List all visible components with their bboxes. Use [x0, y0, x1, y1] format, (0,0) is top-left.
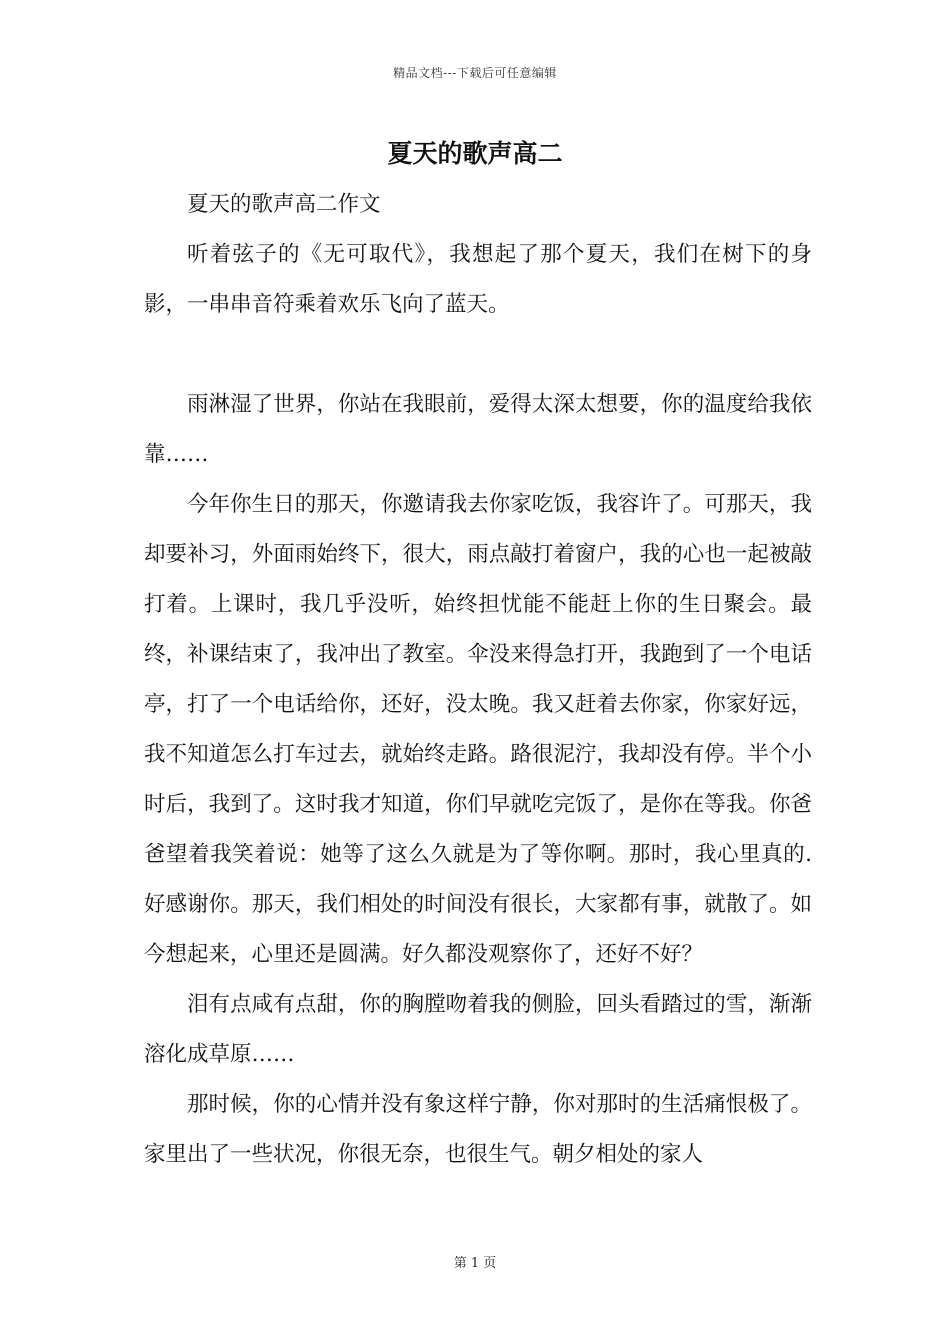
document-body: [144, 180, 812, 1180]
paragraph-subtitle: 夏天的歌声高二作文: [187, 192, 381, 217]
paragraph: 泪有点咸有点甜，你的胸膛吻着我的侧脸，回头看踏过的雪，渐渐溶化成草原……: [144, 992, 812, 1067]
paragraph: 听着弦子的《无可取代》，我想起了那个夏天，我们在树下的身影，一串串音符乘着欢乐飞向了蓝天。: [144, 242, 812, 317]
page-header: 精品文档---下载后可任意编辑: [393, 66, 557, 80]
page-number: 第 1 页: [453, 1256, 497, 1271]
document-title: 夏天的歌声高二: [387, 139, 563, 168]
paragraph: 雨淋湿了世界，你站在我眼前，爱得太深太想要，你的温度给我依靠……: [144, 392, 812, 467]
paragraph: 那时候，你的心情并没有象这样宁静，你对那时的生活痛恨极了。家里出了一些状况，你很无奈，也很生气。朝夕相处的家人: [144, 1092, 812, 1167]
paragraph: 今年你生日的那天，你邀请我去你家吃饭，我容许了。可那天，我却要补习，外面雨始终下，很大，雨点敲打着窗户，我的心也一起被敲打着。上课时，我几乎没听，始终担忧能不能赶上你的生日聚会。最终，补课结束了，我冲出了教室。伞没来得急打开，我跑到了一个电话亭，打了一个电话给你，还好，没太晚。我又赶着去你家，你家好远，我不知道怎么打车过去，就始终走路。路很泥泞，我却没有停。半个小时后，我到了。这时我才知道，你们早就吃完饭了，是你在等我。你爸爸望着我笑着说：她等了这么久就是为了等你啊。那时，我心里真的.好感谢你。那天，我们相处的时间没有很长，大家都有事，就散了。如今想起来，心里还是圆满。好久都没观察你了，还好不好？: [144, 492, 812, 967]
